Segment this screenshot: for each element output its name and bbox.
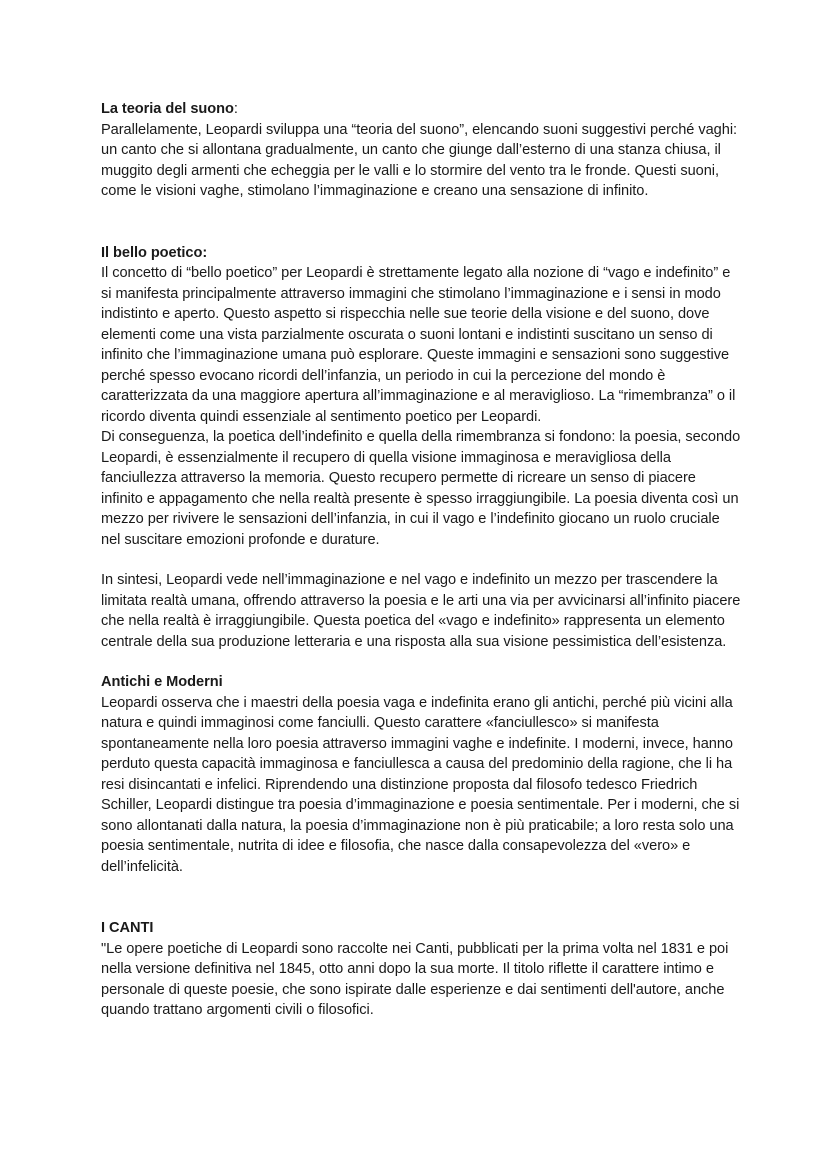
section-title-canti: I CANTI [101, 920, 154, 936]
spacer [101, 550, 741, 570]
paragraph-bello-2: Di conseguenza, la poetica dell’indefinito e quella della rimembranza si fondono: la poesia, secondo Leopardi, è essenzialmente il recupero di quella visione immaginosa e meravigliosa della fanciullezza attraverso la memoria. Questo recupero permette di ricreare un senso di piacere infinito e appagamento che nella realtà presente è spesso irraggiungibile. La poesia diventa così un mezzo per rivivere le sensazioni dell’infanzia, in cui il vago e l’indefinito giocano un ruolo cruciale nel suscitare emozioni profonde e durature. [101, 429, 741, 548]
document-page [101, 99, 741, 1021]
paragraph-suono: Parallelamente, Leopardi sviluppa una “teoria del suono”, elencando suoni suggestivi perché vaghi: un canto che si allontana gradualmente, un canto che giunge dall’esterno di una stanza chiusa, il muggito degli armenti che echeggia per le valli e lo stormire del vento tra le fronde. Questi suoni, come le visioni vaghe, stimolano l’immaginazione e creano una sensazione di infinito. [101, 121, 738, 199]
paragraph-antichi: Leopardi osserva che i maestri della poesia vaga e indefinita erano gli antichi, perché più vicini alla natura e quindi immaginosi come fanciulli. Questo carattere «fanciullesco» si manifesta spontaneamente nella loro poesia attraverso immagini vaghe e indefinite. I moderni, invece, hanno perduto questa capacità immaginosa e fanciullesca a causa del predominio della ragione, che li ha resi disincantati e infelici. Riprendendo una distinzione proposta dal filosofo tedesco Friedrich Schiller, Leopardi distingue tra poesia d’immaginazione e poesia sentimentale. Per i moderni, che si sono allontanati dalla natura, la poesia d’immaginazione non è più praticabile; a loro resta solo una poesia sentimentale, nutrita di idee e filosofia, che nasce dalla consapevolezza del «vero» e dell’infelicità. [101, 694, 740, 875]
section-title-suono: La teoria del suono [101, 101, 234, 117]
paragraph-canti: "Le opere poetiche di Leopardi sono raccolte nei Canti, pubblicati per la prima volta nel 1831 e poi nella versione definitiva nel 1845, otto anni dopo la sua morte. Il titolo riflette il carattere intimo e personale di queste poesie, che sono ispirate dalle esperienze e dai sentimenti dell'autore, anche quando trattano argomenti civili o filosofici. [101, 940, 729, 1018]
section-title-antichi-moderni: Antichi e Moderni [101, 674, 223, 690]
spacer [101, 652, 741, 672]
spacer [101, 202, 741, 243]
paragraph-bello-3: In sintesi, Leopardi vede nell’immaginazione e nel vago e indefinito un mezzo per trascendere la limitata realtà umana, offrendo attraverso la poesia e le arti una via per avvicinarsi all’infinito piacere che nella realtà è irraggiungibile. Questa poetica del «vago e indefinito» rappresenta un elemento centrale della sua produzione letteraria e una risposta alla sua visione pessimistica dell’esistenza. [101, 572, 741, 650]
paragraph-bello-1: Il concetto di “bello poetico” per Leopardi è strettamente legato alla nozione di “vago e indefinito” e si manifesta principalmente attraverso immagini che stimolano l’immaginazione e i sensi in modo indistinto e aperto. Questo aspetto si rispecchia nelle sue teorie della visione e del suono, dove elementi come una vista parzialmente oscurata o suoni lontani e indistinti suscitano un senso di infinito che l’immaginazione umana può esplorare. Queste immagini e sensazioni sono suggestive perché spesso evocano ricordi dell’infanzia, un periodo in cui la percezione del mondo è caratterizzata da una maggiore apertura all’immaginazione e al meraviglioso. La “rimembranza” o il ricordo diventa quindi essenziale al sentimento poetico per Leopardi. [101, 265, 736, 425]
spacer [101, 877, 741, 918]
section-suono [101, 99, 741, 120]
section-title-bello-poetico: Il bello poetico: [101, 244, 208, 261]
section-title-suono-colon: : [233, 101, 238, 117]
